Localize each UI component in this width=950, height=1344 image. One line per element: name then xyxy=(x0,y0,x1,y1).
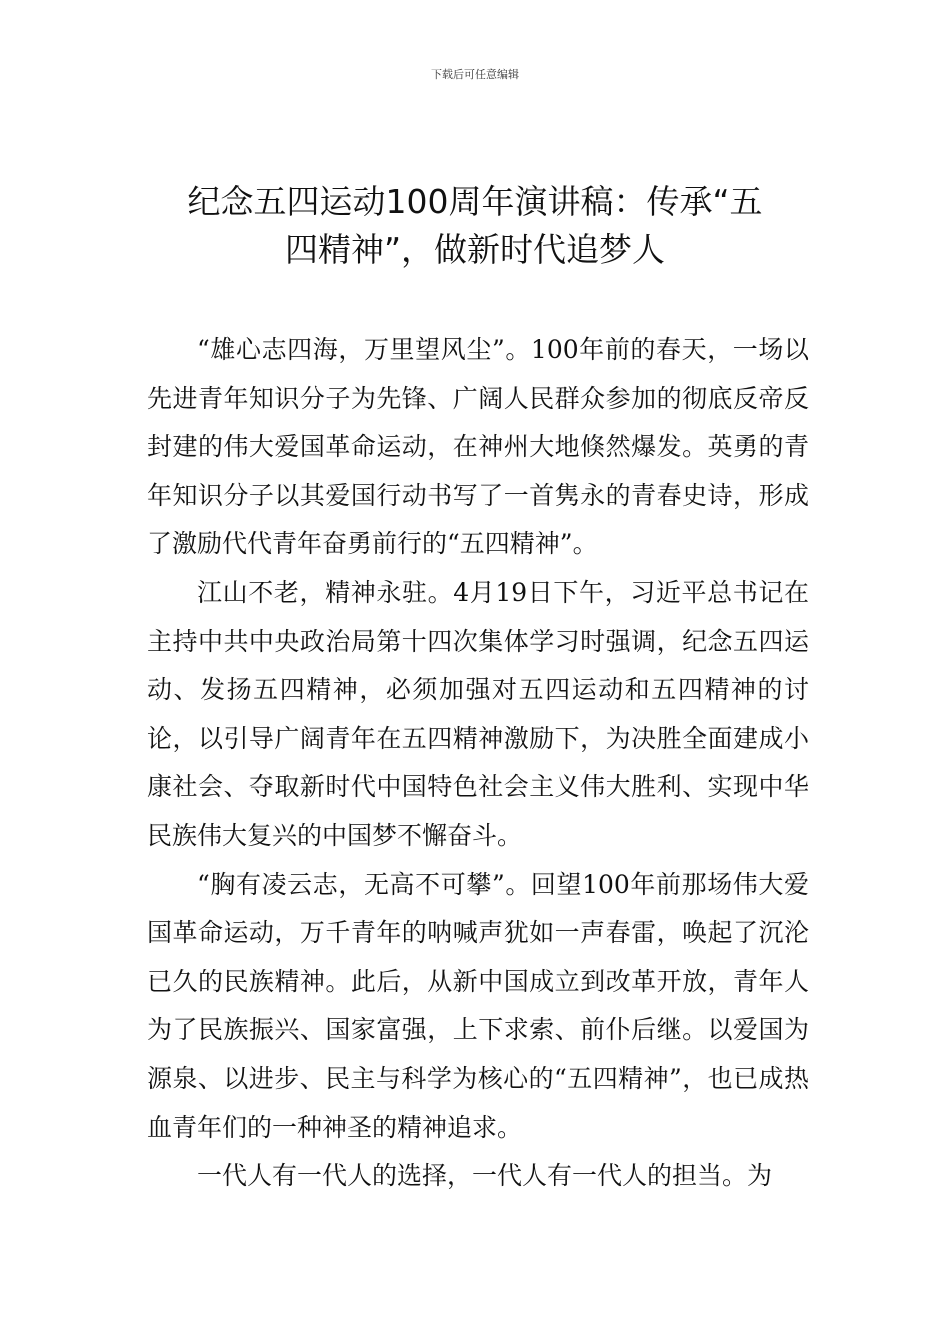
paragraph-4: 一代人有一代人的选择，一代人有一代人的担当。为 xyxy=(197,1161,773,1191)
title-line-2: 四精神”，做新时代追梦人 xyxy=(284,230,666,269)
document-body xyxy=(147,326,809,1201)
title-line-1: 纪念五四运动100周年演讲稿：传承“五 xyxy=(187,182,763,221)
header-note: 下载后可任意编辑 xyxy=(431,68,519,81)
paragraph-3: “胸有凌云志，无高不可攀”。回望100年前那场伟大爱国革命运动，万千青年的呐喊声犹如一声春雷，唤起了沉沦已久的民族精神。此后，从新中国成立到改革开放，青年人为了民族振兴、国家富强，上下求索、前仆后继。以爱国为源泉、以进步、民主与科学为核心的“五四精神”，也已成热血青年们的一种神圣的精神追求。 xyxy=(147,869,809,1142)
paragraph-1: “雄心志四海，万里望风尘”。100年前的春天，一场以先进青年知识分子为先锋、广阔人民群众参加的彻底反帝反封建的伟大爱国革命运动，在神州大地倏然爆发。英勇的青年知识分子以其爱国行动书写了一首隽永的青春史诗，形成了激励代代青年奋勇前行的“五四精神”。 xyxy=(147,335,809,559)
document-title xyxy=(150,178,800,274)
paragraph-2: 江山不老，精神永驻。4月19日下午，习近平总书记在主持中共中央政治局第十四次集体学习时强调，纪念五四运动、发扬五四精神，必须加强对五四运动和五四精神的讨论，以引导广阔青年在五四精神激励下，为决胜全面建成小康社会、夺取新时代中国特色社会主义伟大胜利、实现中华民族伟大复兴的中国梦不懈奋斗。 xyxy=(147,577,809,850)
